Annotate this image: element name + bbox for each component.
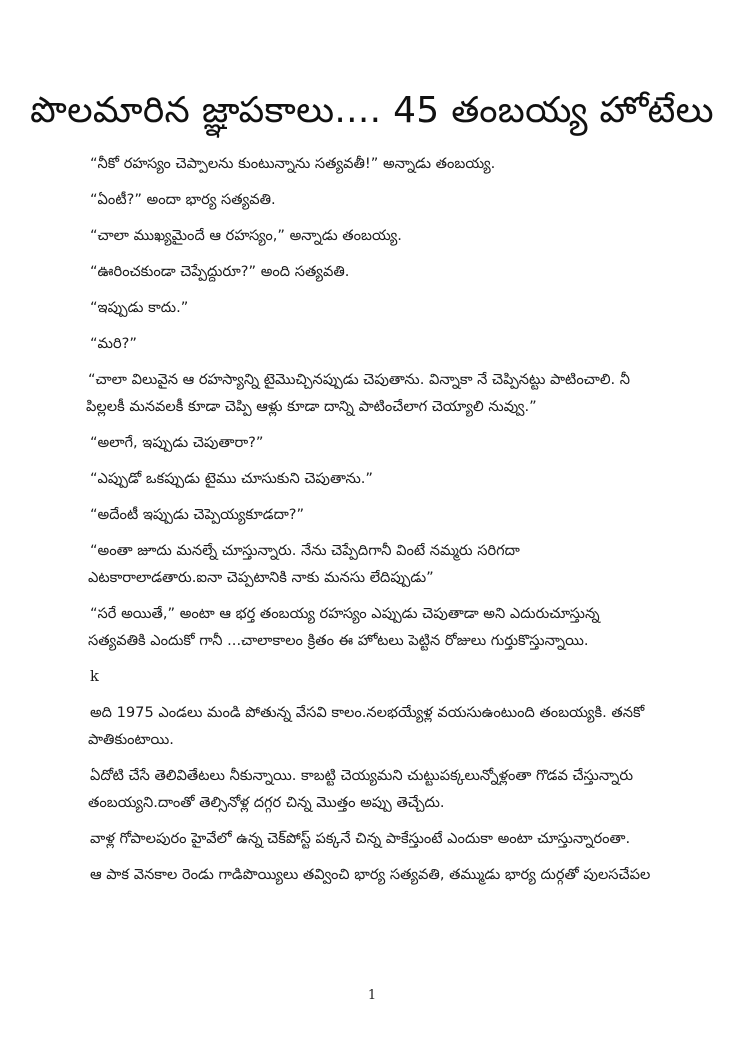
paragraph: “చాలా ముఖ్యమైందే ఆ రహస్యం,” అన్నాడు తంబయ్య. [90, 227, 402, 244]
paragraph: “మరి?” [90, 335, 137, 352]
page-number: 1 [367, 988, 377, 1003]
paragraph: “అలాగే, ఇప్పుడు చెపుతారా?” [90, 434, 264, 451]
paragraph: “ఏంటీ?” అందా భార్య సత్యవతి. [90, 191, 276, 208]
paragraph: “అంతా జూదు మనల్నే చూస్తున్నారు. నేను చెప్పేదిగానీ వింటే నమ్మరు సరిగదా ఎటకారాలాడతారు.ఐనా చెప్పటానికి నాకు మనసు లేదిప్పుడు” [88, 542, 520, 586]
section-break: k [90, 668, 99, 685]
paragraph: ఆ పాక వెనకాల రెండు గాడిపొయ్యిలు తవ్వించి భార్య సత్యవతి, తమ్ముడు భార్య దుర్గతో పులసచేపల [90, 866, 651, 883]
paragraph: “ఇప్పుడు కాదు.” [90, 299, 189, 316]
paragraph: “అదేంటీ ఇప్పుడు చెప్పెయ్యకూడదా?” [90, 506, 305, 523]
paragraph: అది 1975 ఎండలు మండి పోతున్న వేసవి కాలం.నలభయ్యేళ్ల వయసుఉంటుంది తంబయ్యకి. తనకో పాతికుంటాయి. [88, 704, 645, 748]
paragraph: “నీకో రహస్యం చెప్పాలను కుంటున్నాను సత్యవతీ!” అన్నాడు తంబయ్య. [90, 155, 496, 172]
paragraph: “చాలా విలువైన ఆ రహస్యాన్ని టైమొచ్చినప్పుడు చెపుతాను. విన్నాకా నే చెప్పినట్టు పాటించాలి. నీ పిల్లలకీ మనవలకీ కూడా చెప్పి ఆళ్లు కూడా దాన్ని పాటించేలాగ చెయ్యాలి నువ్వు.” [86, 371, 631, 415]
paragraph: “ఊరించకుండా చెప్పేద్దురూ?” అంది సత్యవతి. [90, 263, 350, 280]
paragraph: “సరే అయితే,” అంటా ఆ భర్త తంబయ్య రహస్యం ఎప్పుడు చెపుతాడా అని ఎదురుచూస్తున్న సత్యవతికి ఎందుకో గానీ ...చాలాకాలం క్రితం ఈ హోటలు పెట్టిన రోజులు గుర్తుకొస్తున్నాయి. [88, 605, 600, 649]
page-title: పొలమారిన జ్ఞాపకాలు.... 45 తంబయ్య హోటేలు [30, 90, 714, 132]
paragraph: “ఎప్పుడో ఒకప్పుడు టైము చూసుకుని చెపుతాను.” [90, 470, 373, 487]
paragraph: ఏదోటి చేసే తెలివితేటలు నీకున్నాయి. కాబట్టి చెయ్యమని చుట్టుపక్కలున్నోళ్లంతా గొడవ చేస్తున్నారు తంబయ్యని.దాంతో తెల్సినోళ్ల దగ్గర చిన్న మొత్తం అప్పు తెచ్చేదు. [88, 767, 634, 811]
paragraph: వాళ్ల గోపాలపురం హైవేలో ఉన్న చెక్‌పోస్ట్ పక్కనే చిన్న పాకేస్తుంటే ఎందుకా అంటా చూస్తున్నారంతా. [90, 830, 631, 847]
document-body [88, 150, 658, 897]
